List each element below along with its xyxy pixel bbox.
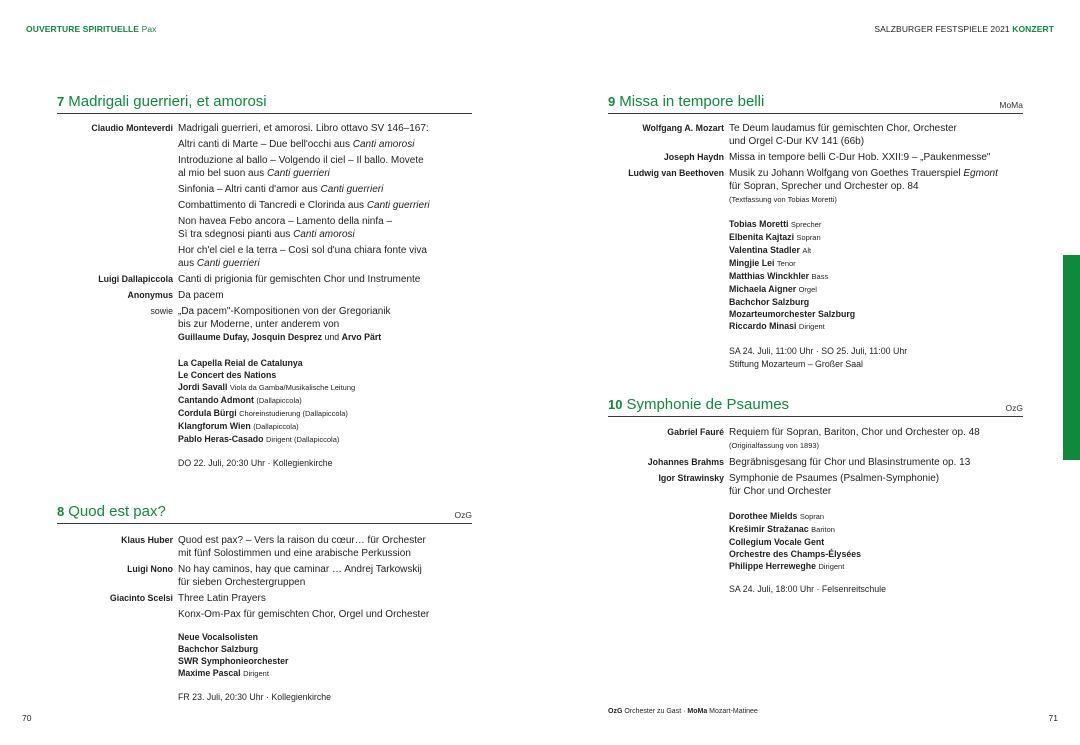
- event-date: DO 22. Juli, 20:30 Uhr · Kollegienkirche: [178, 458, 333, 468]
- section-tab-marker: [1063, 255, 1080, 460]
- event-date: FR 23. Juli, 20:30 Uhr · Kollegienkirche: [178, 692, 332, 702]
- composer: Ludwig van Beethoven: [628, 168, 724, 178]
- composer: Luigi Nono: [127, 564, 173, 574]
- page-number-right: 71: [1048, 713, 1058, 723]
- performers: Tobias Moretti Sprecher Elbenita Kajtazi Sopran Valentina Stadler Alt Mingjie Lei Tenor Matthias Winckhler Bass Michaela Aigner Orgel Bachchor Salzburg Mozarteumorchester Salzburg Riccardo Minasi Dirigent: [729, 219, 856, 331]
- composer: Anonymus: [127, 290, 173, 300]
- composer: Luigi Dallapiccola: [98, 274, 173, 284]
- section-8: 8 Quod est pax? OzG Klaus Huber Quod est pax? – Vers la raison du cœur… für Orchester mit fünf Solostimmen und eine arabische Perkussion Luigi Nono No hay caminos, hay que caminar … Andrej Tarkowskij für sieben Orchestergruppen Giacinto Scelsi Three Latin Prayers Konx-Om-Pax für gemischten Chor, Orgel und Orchester Neue Vocalsolisten Bachchor Salzburg SWR Symphonieorchester Maxime Pascal Dirigent FR 23. Juli, 20:30 Uhr · Kollegienkirche: [57, 503, 472, 702]
- composer: Gabriel Fauré: [667, 427, 724, 437]
- performers: Dorothee Mields Sopran Krešimir Stražanac Bariton Collegium Vocale Gent Orchestre des Champs-Élysées Philippe Herreweghe Dirigent: [729, 511, 862, 571]
- performers: Neue Vocalsolisten Bachchor Salzburg SWR Symphonieorchester Maxime Pascal Dirigent: [178, 632, 289, 678]
- series-tag: OzG: [1005, 403, 1023, 413]
- section-10: 10 Symphonie de Psaumes OzG Gabriel Fauré Requiem für Sopran, Bariton, Chor und Orchester op. 48 (Originalfassung von 1893) Johannes Brahms Begräbnisgesang für Chor und Blasinstrumente op. 13 Igor Strawinsky Symphonie de Psaumes (Psalmen-Symphonie) für Chor und Orchester Dorothee Mields Sopran Krešimir Stražanac Bariton Collegium Vocale Gent Orchestre des Champs-Élysées Philippe Herreweghe Dirigent SA 24. Juli, 18:00 Uhr · Felsenreitschule: [608, 396, 1023, 594]
- series-tag: MoMa: [999, 100, 1023, 110]
- running-header-right: SALZBURGER FESTSPIELE 2021 KONZERT: [874, 24, 1054, 34]
- composer: Igor Strawinsky: [658, 473, 724, 483]
- section-9: 9 Missa in tempore belli MoMa Wolfgang A. Mozart Te Deum laudamus für gemischten Chor, Orchester und Orgel C-Dur KV 141 (66b) Joseph Haydn Missa in tempore belli C-Dur Hob. XXII:9 – „Paukenmesse" Ludwig van Beethoven Musik zu Johann Wolfgang von Goethes Trauerspiel Egmont für Sopran, Sprecher und Orchester op. 84 (Textfassung von Tobias Moretti) Tobias Moretti Sprecher Elbenita Kajtazi Sopran Valentina Stadler Alt Mingjie Lei Tenor Matthias Winckhler Bass Michaela Aigner Orgel Bachchor Salzburg Mozarteumorchester Salzburg Riccardo Minasi Dirigent SA 24. Juli, 11:00 Uhr · SO 25. Juli, 11:00 Uhr Stiftung Mozarteum – Großer Saal: [608, 93, 1023, 369]
- event-date: SA 24. Juli, 18:00 Uhr · Felsenreitschule: [729, 584, 886, 594]
- composer: Claudio Monteverdi: [91, 123, 173, 133]
- event-date: SA 24. Juli, 11:00 Uhr · SO 25. Juli, 11:00 Uhr Stiftung Mozarteum – Großer Saal: [729, 346, 908, 369]
- running-header-left: OUVERTURE SPIRITUELLE Pax: [26, 24, 157, 34]
- composer: Giacinto Scelsi: [109, 593, 173, 603]
- section-title: 10 Symphonie de Psaumes OzG: [608, 396, 1023, 417]
- footer-legend: OzG Orchester zu Gast · MoMa Mozart-Matinee: [608, 708, 758, 715]
- work: Madrigali guerrieri, et amorosi. Libro ottavo SV 146–167: Altri canti di Marte – Due bell'occhi aus Canti amorosi Introduzione al ballo – Volgendo il ciel – Il ballo. Movete al mio bel suon aus Canti guerrieri Sinfonia – Altri canti d'amor aus Canti guerrieri Combattimento di Tancredi e Clorinda aus Canti guerrieri Non havea Febo ancora – Lamento della ninfa – Sì tra sdegnosi pianti aus Canti amorosi Hor ch'el ciel e la terra – Così sol d'una chiara fonte viva aus Canti guerrieri: [178, 123, 430, 269]
- section-title: 7 Madrigali guerrieri, et amorosi: [57, 93, 472, 114]
- section-7: 7 Madrigali guerrieri, et amorosi Claudio Monteverdi Madrigali guerrieri, et amorosi. Libro ottavo SV 146–167: Altri canti di Marte – Due bell'occhi aus Canti amorosi Introduzione al ballo – Volgendo il ciel – Il ballo. Movete al mio bel suon aus Canti guerrieri Sinfonia – Altri canti d'amor aus Canti guerrieri Combattimento di Tancredi e Clorinda aus Canti guerrieri Non havea Febo ancora – Lamento della ninfa – Sì tra sdegnosi pianti aus Canti amorosi Hor ch'el ciel e la terra – Così sol d'una chiara fonte viva aus Canti guerrieri Luigi Dallapiccola Canti di prigionia für gemischten Chor und Instrumente Anonymus Da pacem sowie „Da pacem"-Kompositionen von der Gregorianik bis zur Moderne, unter anderem von Guillaume Dufay, Josquin Desprez und Arvo Pärt La Capella Reial de Catalunya Le Concert des Nations Jordi Savall Viola da Gamba/Musikalische Leitung Cantando Admont (Dallapiccola) Cordula Bürgi Choreinstudierung (Dallapiccola) Klangforum Wien (Dallapiccola) Pablo Heras-Casado Dirigent (Dallapiccola) DO 22. Juli, 20:30 Uhr · Kollegienkirche: [57, 93, 472, 470]
- series-tag: OzG: [454, 510, 472, 520]
- composer: Johannes Brahms: [647, 457, 724, 467]
- performers: La Capella Reial de Catalunya Le Concert des Nations Jordi Savall Viola da Gamba/Musikalische Leitung Cantando Admont (Dallapiccola) Cordula Bürgi Choreinstudierung (Dallapiccola) Klangforum Wien (Dallapiccola) Pablo Heras-Casado Dirigent (Dallapiccola): [178, 358, 356, 444]
- composer: Joseph Haydn: [663, 152, 724, 162]
- composer: Klaus Huber: [121, 535, 173, 545]
- section-title: 8 Quod est pax? OzG: [57, 503, 472, 524]
- composer: Wolfgang A. Mozart: [642, 123, 724, 133]
- section-title: 9 Missa in tempore belli MoMa: [608, 93, 1023, 114]
- page-number-left: 70: [22, 713, 32, 723]
